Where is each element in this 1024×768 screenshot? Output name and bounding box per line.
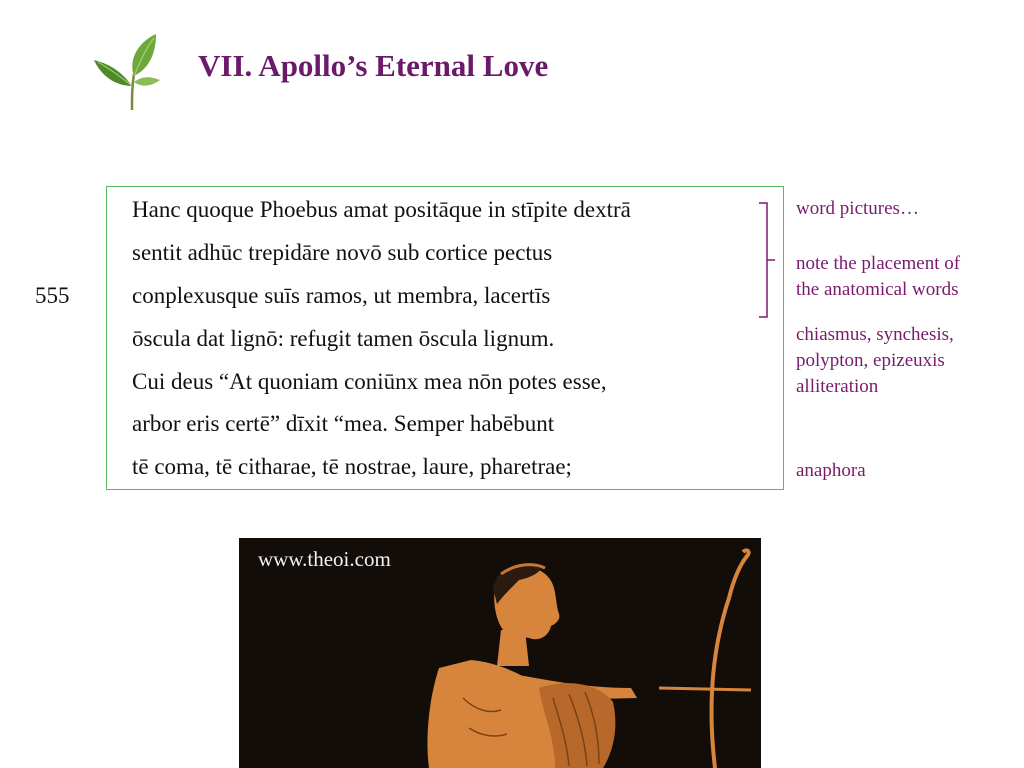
note-figures-line-1: chiasmus, synchesis, (796, 324, 954, 345)
image-credit: www.theoi.com (258, 547, 391, 571)
note-word-pictures: word pictures… (796, 198, 919, 219)
bracket-annotation (755, 201, 781, 321)
laurel-leaf-icon (88, 30, 168, 112)
verse-line-3: conplexusque suīs ramos, ut membra, lacertīs (132, 283, 551, 308)
verse-line-5: Cui deus “At quoniam coniūnx mea nōn potes esse, (132, 369, 607, 394)
verse-line-6: arbor eris certē” dīxit “mea. Semper habēbunt (132, 411, 555, 436)
note-anaphora: anaphora (796, 460, 866, 481)
verse-line-4: ōscula dat lignō: refugit tamen ōscula lignum. (132, 326, 555, 351)
verse-line-2: sentit adhūc trepidāre novō sub cortice pectus (132, 240, 553, 265)
line-number: 555 (35, 283, 70, 308)
slide-title: VII. Apollo’s Eternal Love (198, 48, 549, 83)
verse-line-1: Hanc quoque Phoebus amat positāque in stīpite dextrā (132, 197, 631, 222)
apollo-figure-illustration (239, 538, 761, 768)
note-figures-line-3: alliteration (796, 376, 879, 397)
note-placement-line-1: note the placement of (796, 253, 961, 274)
vase-painting-image (239, 538, 761, 768)
note-placement-line-2: the anatomical words (796, 279, 959, 300)
verse-line-7: tē coma, tē citharae, tē nostrae, laure, pharetrae; (132, 454, 572, 479)
note-figures-line-2: polypton, epizeuxis (796, 350, 945, 371)
